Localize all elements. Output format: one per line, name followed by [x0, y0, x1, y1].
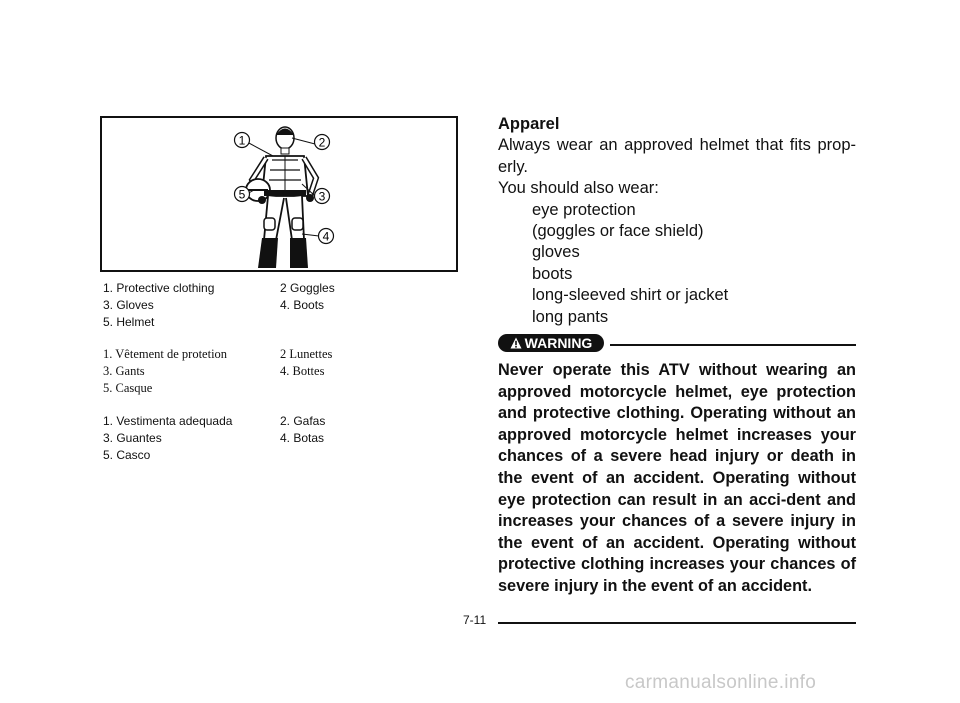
watermark: carmanualsonline.info [625, 672, 817, 693]
apparel-illustration [100, 116, 458, 272]
section-intro: Always wear an approved helmet that fits prop-erly. [498, 136, 856, 176]
svg-text:5: 5 [238, 187, 246, 202]
list-item: gloves [532, 243, 580, 262]
callout-3 [315, 189, 330, 204]
list-item: boots [532, 264, 573, 283]
page-number: 7-11 [463, 613, 487, 627]
callout-4 [319, 229, 334, 244]
warning-badge [498, 334, 604, 352]
warning-text: Never operate this ATV without wearing an approved motorcycle helmet, eye protection and protective clothing. Operating without an approved motorcycle helmet increases your chances of a severe head injury or death in the event of an accident. Operating without eye protection can result in an acci-dent and increases your chances of a severe injury in the event of an accident. Operating without protective clothing increases your chances of severe injury in the event of an accident. [498, 361, 856, 595]
list-item: (goggles or face shield) [532, 222, 704, 241]
warning-label: WARNING [524, 335, 593, 352]
apparel-section [498, 114, 856, 598]
bottom-rule [498, 622, 856, 624]
svg-text:1: 1 [238, 133, 246, 148]
rider-figure [102, 118, 456, 270]
section-title: Apparel [498, 115, 560, 133]
svg-text:4: 4 [322, 229, 330, 244]
svg-text:2: 2 [318, 135, 326, 150]
list-item: eye protection [532, 200, 636, 219]
section-also: You should also wear: [498, 179, 659, 198]
warning-rule [610, 344, 856, 346]
callout-2 [315, 135, 330, 150]
callout-1 [235, 133, 250, 148]
callout-5 [235, 187, 250, 202]
warning-header [498, 334, 856, 360]
apparel-list [498, 200, 856, 328]
list-item: long pants [532, 307, 609, 326]
svg-text:3: 3 [318, 189, 326, 204]
warning-triangle-icon [510, 337, 522, 349]
list-item: long-sleeved shirt or jacket [532, 286, 729, 305]
